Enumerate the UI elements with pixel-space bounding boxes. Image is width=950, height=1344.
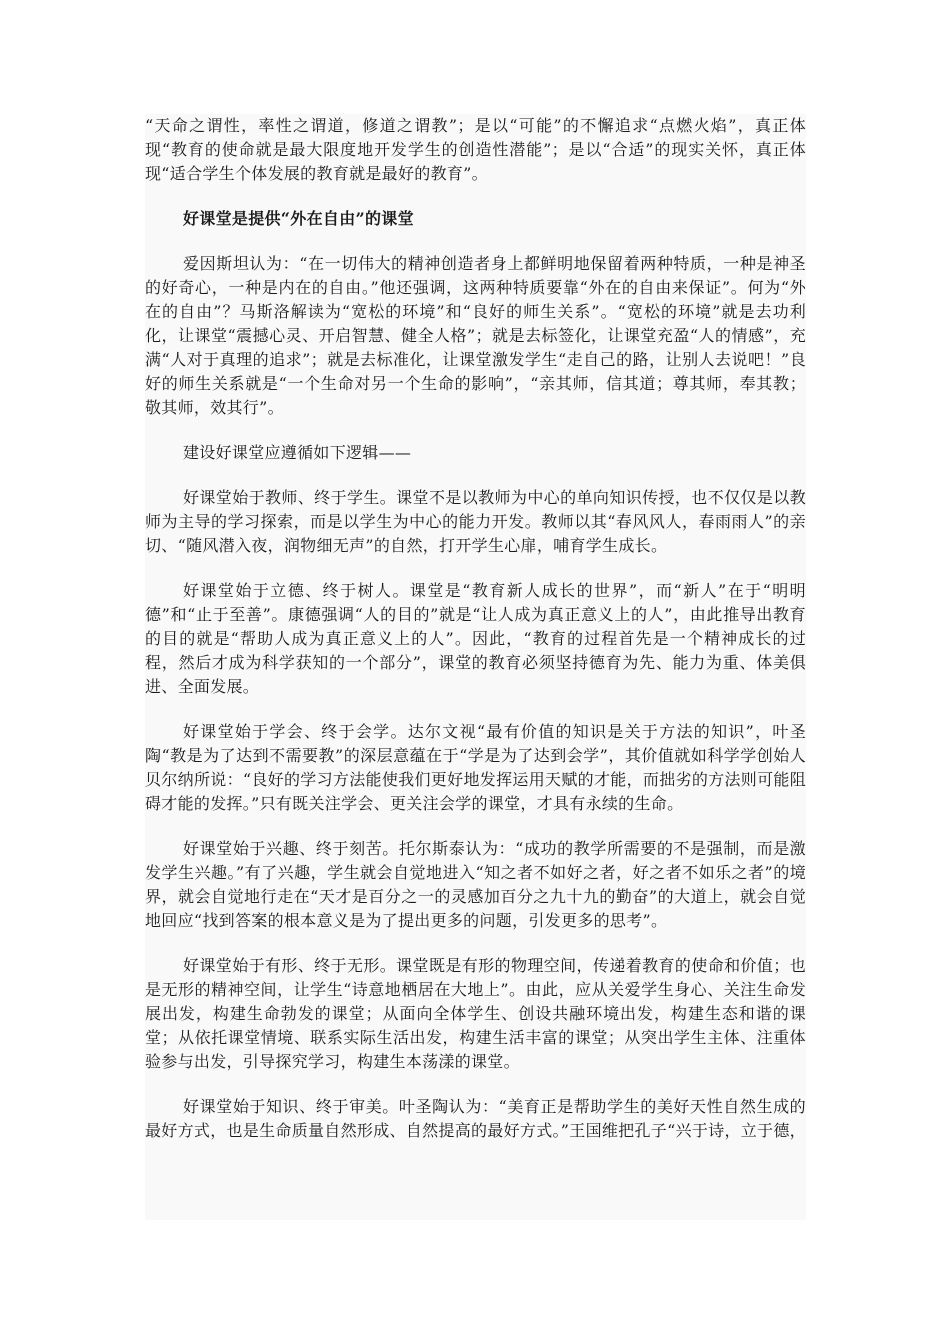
paragraph-form: 好课堂始于有形、终于无形。课堂既是有形的物理空间，传递着教育的使命和价值；也是无形的精神空间，让学生“诗意地栖居在大地上”。由此，应从关爱学生身心、关注生命发展出发，构建生命勃发的课堂；从面向全体学生、创设共融环境出发，构建生态和谐的课堂；从依托课堂情境、联系实际生活出发，构建生活丰富的课堂；从突出学生主体、注重体验参与出发，引导探究学习，构建生本荡漾的课堂。 — [145, 956, 806, 1071]
paragraph-continuation: “天命之谓性，率性之谓道，修道之谓教”；是以“可能”的不懈追求“点燃火焰”，真正体现“教育的使命就是最大限度地开发学生的创造性潜能”；是以“合适”的现实关怀，真正体现“适合学生个体发展的教育就是最好的教育”。 — [145, 116, 806, 183]
section-heading: 好课堂是提供“外在自由”的课堂 — [183, 209, 414, 228]
paragraph-teacher-student: 好课堂始于教师、终于学生。课堂不是以教师为中心的单向知识传授，也不仅仅是以教师为主导的学习探索，而是以学生为中心的能力开发。教师以其“春风风人，春雨雨人”的亲切、“随风潜入夜，润物细无声”的自然，打开学生心扉，哺育学生成长。 — [145, 488, 806, 555]
paragraph-learning: 好课堂始于学会、终于会学。达尔文视“最有价值的知识是关于方法的知识”，叶圣陶“教是为了达到不需要教”的深层意蕴在于“学是为了达到会学”，其价值就如科学学创始人贝尔纳所说：“良好的学习方法能使我们更好地发挥运用天赋的才能，而拙劣的方法则可能阻碍才能的发挥。”只有既关注学会、更关注会学的课堂，才具有永续的生命。 — [145, 722, 806, 813]
paragraph-einstein: 爱因斯坦认为：“在一切伟大的精神创造者身上都鲜明地保留着两种特质，一种是神圣的好奇心，一种是内在的自由。”他还强调，这两种特质要靠“外在的自由来保证”。何为“外在的自由”？马斯洛解读为“宽松的环境”和“良好的师生关系”。“宽松的环境”就是去功利化，让课堂“震撼心灵、开启智慧、健全人格”；就是去标签化，让课堂充盈“人的情感”，充满“人对于真理的追求”；就是去标准化，让课堂激发学生“走自己的路，让别人去说吧！”良好的师生关系就是“一个生命对另一个生命的影响”，“亲其师，信其道；尊其师，奉其教；敬其师，效其行”。 — [145, 254, 806, 417]
paragraph-aesthetics: 好课堂始于知识、终于审美。叶圣陶认为：“美育正是帮助学生的美好天性自然生成的最好方式，也是生命质量自然形成、自然提高的最好方式。”王国维把孔子“兴于诗，立于德， — [145, 1097, 806, 1140]
paragraph-logic-intro: 建设好课堂应遵循如下逻辑—— — [183, 443, 412, 462]
paragraph-virtue: 好课堂始于立德、终于树人。课堂是“教育新人成长的世界”，而“新人”在于“明明德”和“止于至善”。康德强调“人的目的”就是“让人成为真正意义上的人”，由此推导出教育的目的就是“帮助人成为真正意义上的人”。因此，“教育的过程首先是一个精神成长的过程，然后才成为科学获知的一个部分”，课堂的教育必须坚持德育为先、能力为重、体美俱进、全面发展。 — [145, 581, 806, 696]
document-body — [145, 114, 806, 1220]
paragraph-interest: 好课堂始于兴趣、终于刻苦。托尔斯泰认为：“成功的教学所需要的不是强制，而是激发学生兴趣。”有了兴趣，学生就会自觉地进入“知之者不如好之者，好之者不如乐之者”的境界，就会自觉地行走在“天才是百分之一的灵感加百分之九十九的勤奋”的大道上，就会自觉地回应“找到答案的根本意义是为了提出更多的问题，引发更多的思考”。 — [145, 839, 806, 930]
